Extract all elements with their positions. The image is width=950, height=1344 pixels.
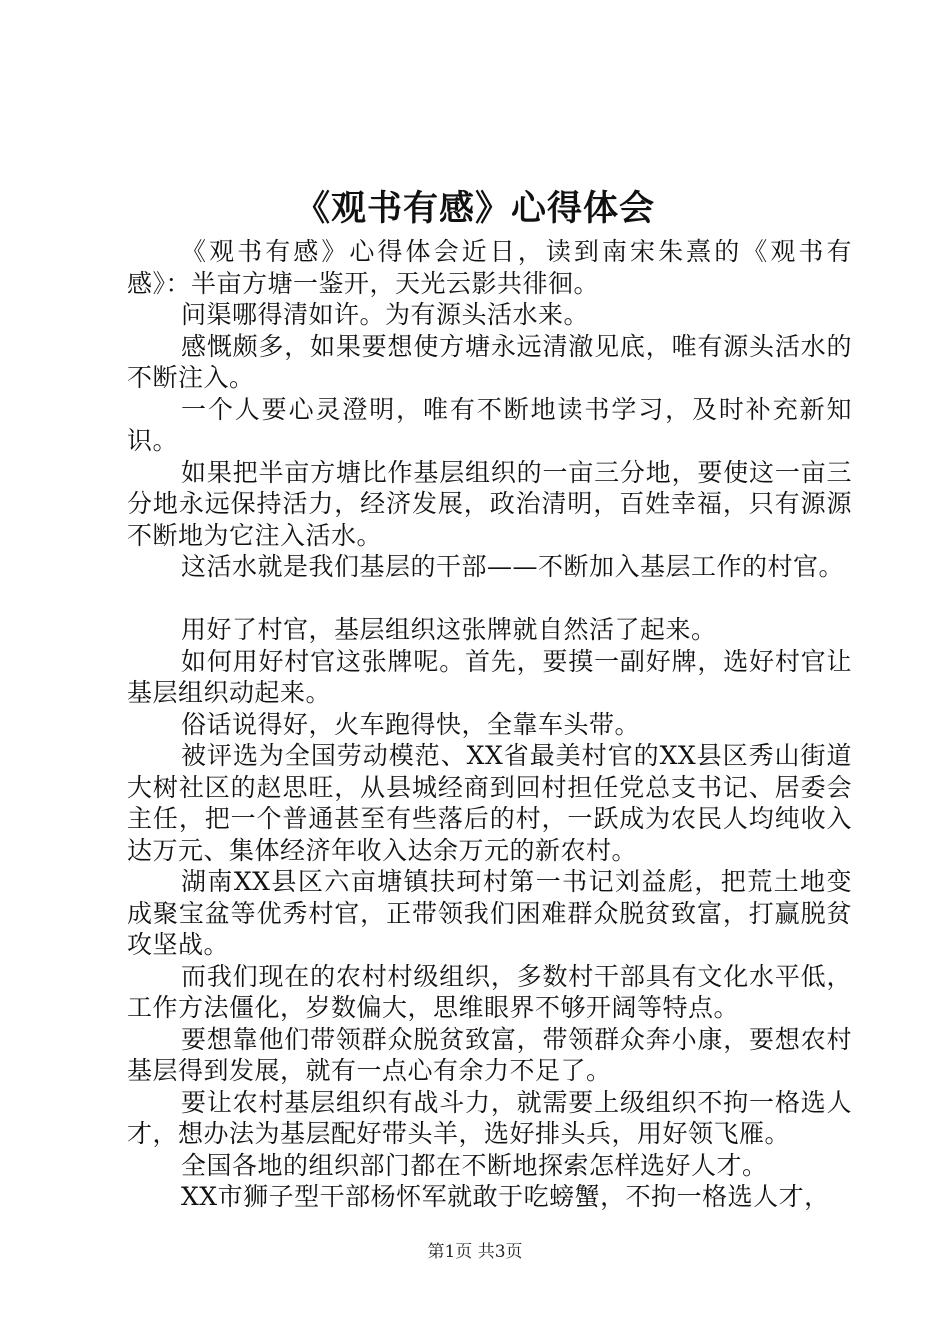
paragraph: 而我们现在的农村村级组织，多数村干部具有文化水平低，工作方法僵化，岁数偏大，思维眼界不够开阔等特点。 [127, 961, 852, 1022]
document-title: 《观书有感》心得体会 [294, 188, 655, 229]
paragraph: 这活水就是我们基层的干部——不断加入基层工作的村官。 [181, 552, 845, 581]
paragraph: 全国各地的组织部门都在不断地探索怎样选好人才。 [181, 1150, 768, 1180]
paragraph: 问渠哪得清如许。为有源头活水来。 [181, 300, 590, 329]
paragraph: 一个人要心灵澄明，唯有不断地读书学习，及时补充新知识。 [127, 394, 852, 455]
document-body [127, 236, 852, 1213]
paragraph: 用好了村官，基层组织这张牌就自然活了起来。 [181, 615, 717, 644]
paragraph: 俗话说得好，火车跑得快，全靠车头带。 [181, 709, 641, 739]
paragraph: 如何用好村官这张牌呢。首先，要摸一副好牌，选好村官让基层组织动起来。 [127, 646, 852, 707]
paragraph: 《观书有感》心得体会近日，读到南宋朱熹的《观书有感》：半亩方塘一鉴开，天光云影共徘徊。 [127, 237, 852, 298]
page-number-footer: 第1页 共3页 [427, 1242, 523, 1262]
paragraph: XX市狮子型干部杨怀军就敢于吃螃蟹，不拘一格选人才， [181, 1182, 830, 1211]
paragraph: 如果把半亩方塘比作基层组织的一亩三分地，要使这一亩三分地永远保持活力，经济发展，政治清明，百姓幸福，只有源源不断地为它注入活水。 [127, 457, 852, 550]
paragraph: 要想靠他们带领群众脱贫致富，带领群众奔小康，要想农村基层得到发展，就有一点心有余力不足了。 [127, 1024, 852, 1085]
paragraph: 感慨颇多，如果要想使方塘永远清澈见底，唯有源头活水的不断注入。 [127, 331, 852, 392]
paragraph: 湖南XX县区六亩塘镇扶珂村第一书记刘益彪，把荒土地变成聚宝盆等优秀村官，正带领我们困难群众脱贫致富，打赢脱贫攻坚战。 [127, 867, 852, 959]
paragraph: 被评选为全国劳动模范、XX省最美村官的XX县区秀山街道大树社区的赵思旺，从县城经商到回村担任党总支书记、居委会主任，把一个普通甚至有些落后的村，一跃成为农民人均纯收入达万元、集体经济年收入达余万元的新农村。 [127, 741, 852, 865]
paragraph: 要让农村基层组织有战斗力，就需要上级组织不拘一格选人才，想办法为基层配好带头羊，选好排头兵，用好领飞雁。 [127, 1087, 852, 1148]
